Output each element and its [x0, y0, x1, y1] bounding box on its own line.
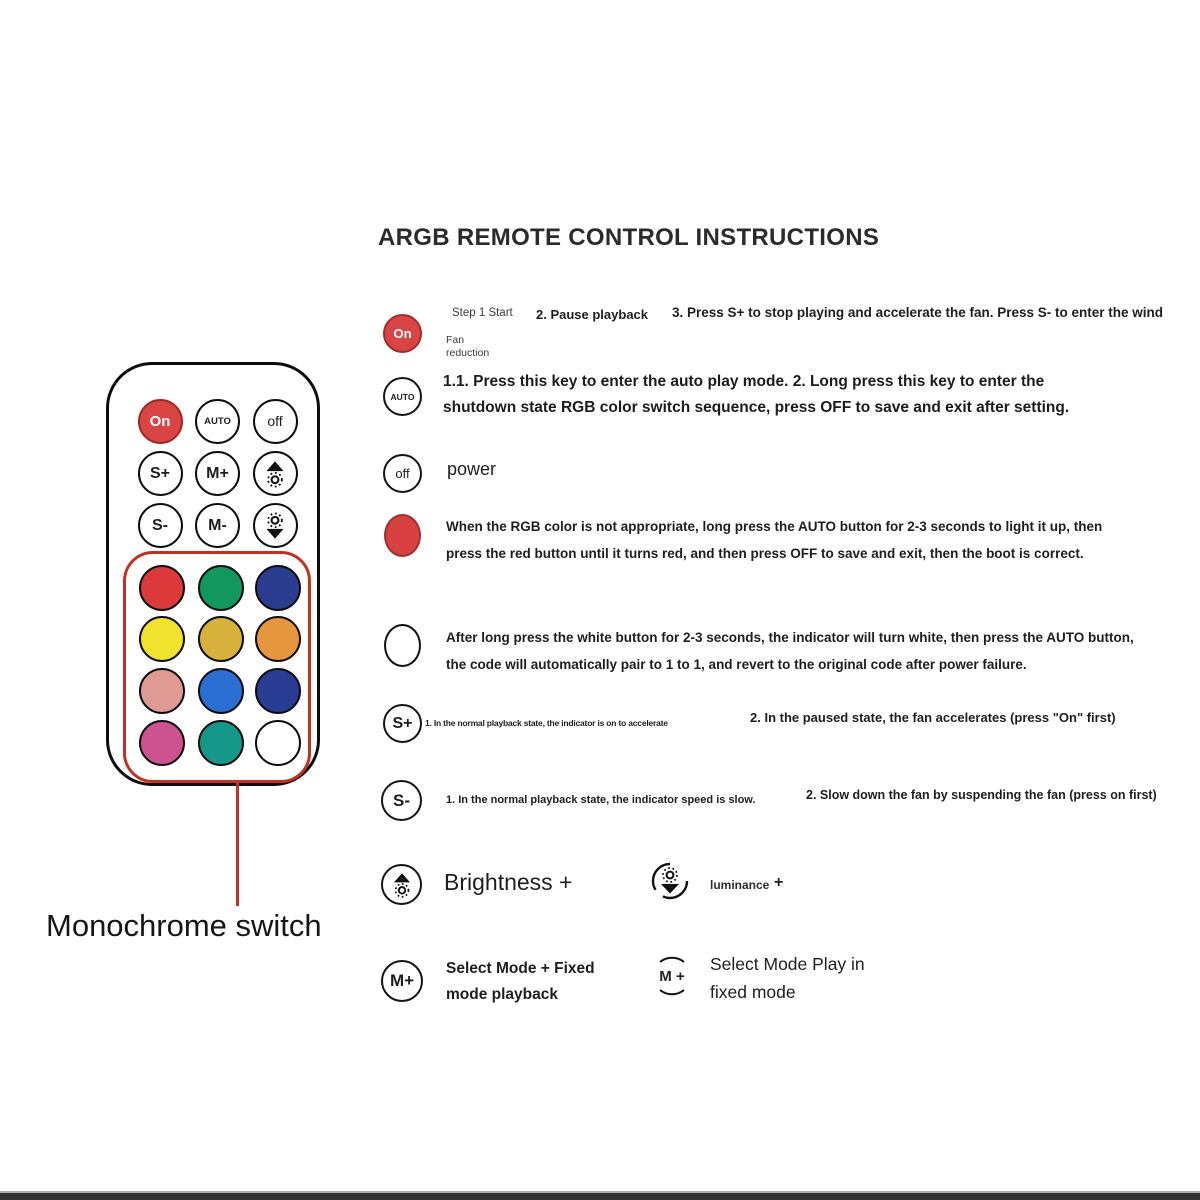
color-key-green [198, 565, 244, 611]
fan-reduction-label: Fan reduction [446, 334, 490, 359]
brightness-down-glyph [259, 510, 291, 542]
brightness-up-icon [253, 451, 298, 496]
auto-button-icon-label: AUTO [390, 391, 415, 402]
s-plus-button-icon-label: S+ [392, 714, 413, 732]
color-key-skyblue [198, 668, 244, 714]
white-button-icon [384, 624, 421, 667]
luminance-label: luminance [710, 878, 770, 892]
red-button-icon [384, 514, 421, 557]
start-note-3: 3. Press S+ to stop playing and accelerate the fan. Press S- to enter the wind [672, 305, 1164, 320]
remote-key-m-plus-label: M+ [206, 464, 229, 482]
color-key-mustard [198, 616, 244, 662]
color-key-navy [255, 668, 301, 714]
annotation-line [236, 782, 239, 906]
m-plus-button-icon-label: M+ [389, 971, 415, 990]
luminance-icon [650, 861, 690, 901]
color-key-red [139, 565, 185, 611]
remote-key-s-plus [138, 451, 183, 496]
on-button-icon-label: On [393, 326, 412, 341]
white-instruction-text: After long press the white button for 2-3 seconds, the indicator will turn white, then press the AUTO button, the code will automatically pair to 1 to 1, and revert to the original code after power failure. [446, 630, 1134, 672]
remote-key-m-minus [195, 503, 240, 548]
remote-key-off [253, 399, 298, 444]
color-key-teal [198, 720, 244, 766]
off-button-icon [383, 454, 422, 493]
remote-key-m-minus-label: M- [208, 516, 227, 534]
remote-control [106, 362, 320, 786]
monochrome-switch-label: Monochrome switch [46, 908, 322, 943]
color-key-magenta [139, 720, 185, 766]
step-start-label: Step 1 Start [452, 307, 513, 319]
brightness-up-glyph [259, 458, 291, 490]
red-instruction-text: When the RGB color is not appropriate, long press the AUTO button for 2-3 seconds to light it up, then press the red button until it turns red, and then press OFF to save and exit, then the boot is correct. [446, 519, 1103, 561]
s-plus-note-1: 1. In the normal playback state, the indicator is on to accelerate [425, 718, 668, 728]
remote-key-auto-label: AUTO [204, 415, 231, 427]
page-title: ARGB REMOTE CONTROL INSTRUCTIONS [378, 224, 880, 251]
remote-key-off-label: off [267, 413, 283, 429]
remote-key-on [138, 399, 183, 444]
select-mode-fixed-label: Select Mode + Fixed mode playback [446, 960, 595, 1003]
remote-key-s-minus [138, 503, 183, 548]
color-key-yellow [139, 616, 185, 662]
s-minus-button-icon-label: S- [393, 790, 410, 810]
color-key-pink [139, 668, 185, 714]
s-minus-note-2: 2. Slow down the fan by suspending the fan (press on first) [806, 788, 1157, 802]
color-key-orange [255, 616, 301, 662]
auto-button-icon [383, 377, 422, 416]
select-mode-play-label: Select Mode Play in fixed mode [710, 954, 865, 1002]
m-plus-button-icon [381, 960, 423, 1002]
monochrome-keys-outline [123, 551, 311, 783]
remote-key-auto [195, 399, 240, 444]
luminance-plus-sign: + [774, 874, 784, 891]
s-minus-note-1: 1. In the normal playback state, the indicator speed is slow. [446, 794, 756, 806]
brightness-plus-icon [381, 864, 422, 905]
off-button-icon-label: off [395, 466, 410, 481]
s-plus-note-2: 2. In the paused state, the fan accelerates (press "On" first) [750, 710, 1116, 725]
brightness-down-icon [253, 503, 298, 548]
color-key-blue [255, 565, 301, 611]
m-plus-arc-icon [650, 952, 694, 1000]
color-key-white [255, 720, 301, 766]
m-plus-arc-label: M + [659, 967, 685, 985]
pause-playback-label: 2. Pause playback [536, 307, 649, 322]
remote-key-s-minus-label: S- [152, 516, 168, 534]
auto-instruction-text: 1.1. Press this key to enter the auto play mode. 2. Long press this key to enter the shutdown state RGB color switch sequence, press OFF to save and exit after setting. [443, 373, 1070, 416]
s-minus-button-icon [381, 780, 422, 821]
s-plus-button-icon [383, 704, 422, 743]
luminance-glyph [650, 861, 690, 901]
bottom-bar [0, 1193, 1200, 1200]
remote-key-s-plus-label: S+ [149, 464, 170, 482]
remote-key-m-plus [195, 451, 240, 496]
brightness-plus-label: Brightness + [444, 869, 573, 895]
brightness-plus-glyph [387, 870, 417, 900]
power-label: power [447, 459, 497, 479]
on-button-icon [383, 314, 422, 353]
remote-key-on-label: On [149, 412, 171, 430]
